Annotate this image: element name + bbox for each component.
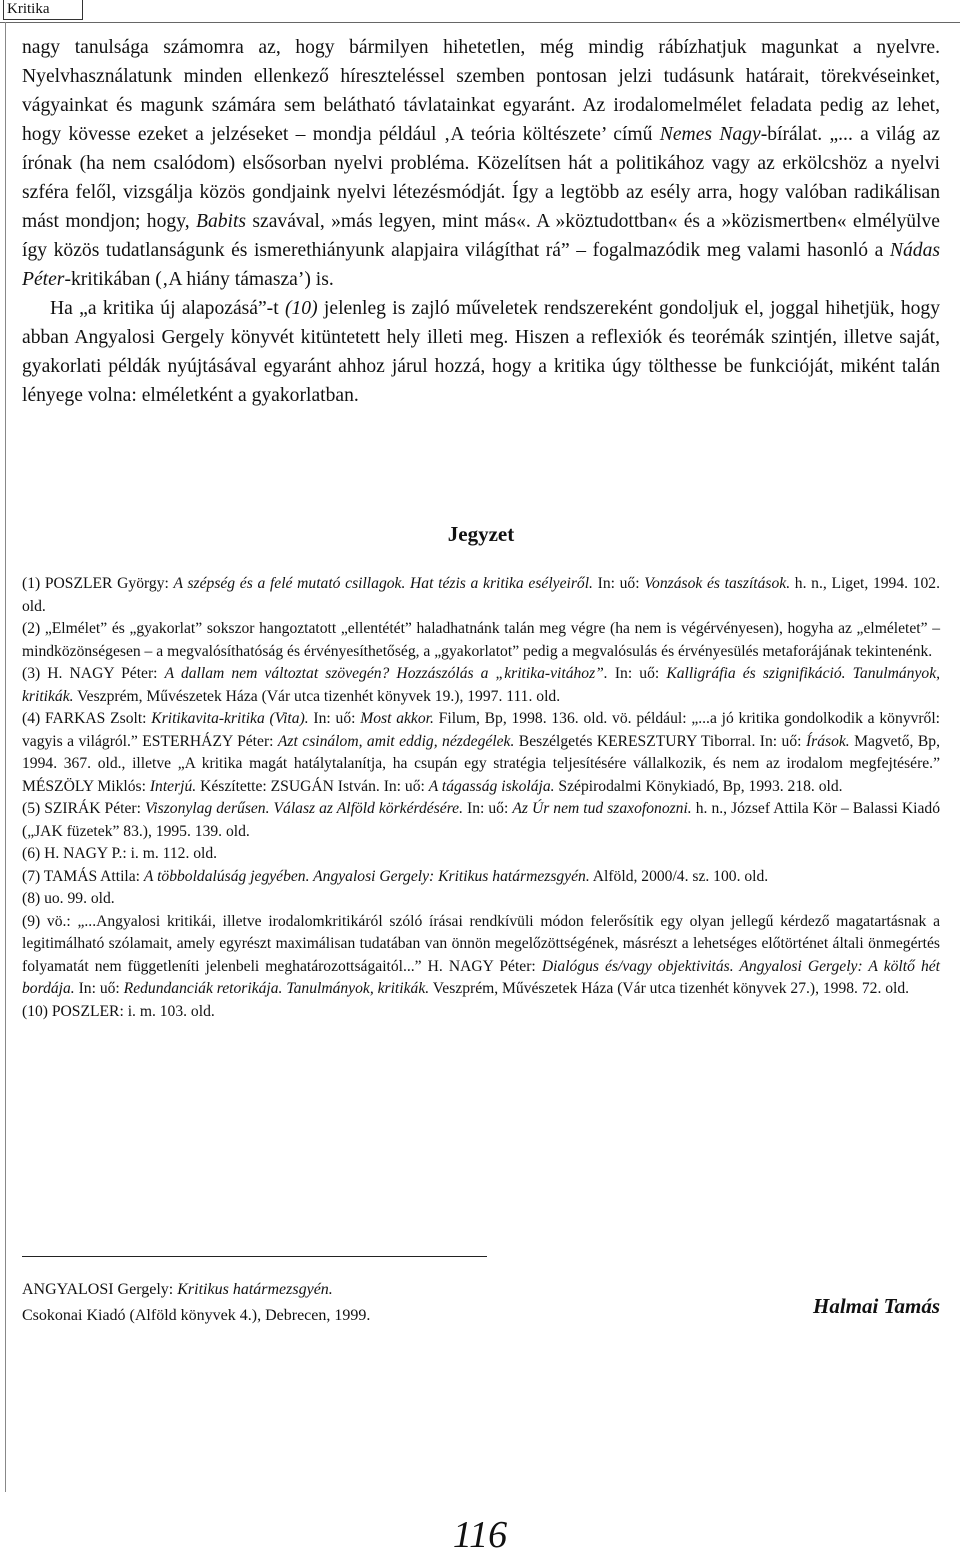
text-run: (10) POSZLER: i. m. 103. old. (22, 1002, 215, 1020)
book-info (22, 1277, 722, 1329)
section-label-text: Kritika (7, 1, 50, 17)
text-run: h. n., József Attila Kör – Balassi Kiadó („JAK füzetek” 83.), 1995. 139. old. (22, 800, 940, 840)
italic-run: (10) (284, 298, 318, 319)
italic-run: Redundanciák retorikája. Tanulmányok, kritikák. (123, 980, 430, 997)
section-label (3, 0, 83, 20)
italic-run: Dialógus és/vagy objektivitás. Angyalosi Gergely: A költő hét bordája. (22, 957, 940, 997)
italic-run: A szépség és a felé mutató csillagok. Hat tézis a kritika esélyeiről. (173, 575, 593, 592)
italic-run: Babits (195, 211, 247, 232)
italic-run: Nádas Péter (22, 240, 940, 290)
text-run: (7) TAMÁS Attila: (22, 867, 144, 885)
italic-run: Az Úr nem tud szaxofonozni. (512, 800, 692, 817)
italic-run: Nemes Nagy (659, 124, 761, 145)
italic-run: Kalligráfia és szignifikáció. Tanulmányok, kritikák. (22, 665, 941, 705)
note-5 (22, 798, 940, 843)
top-rule (0, 22, 960, 23)
italic-run: Vonzások és taszítások. (644, 575, 791, 592)
text-run: ANGYALOSI Gergely: (22, 1281, 178, 1298)
text-run: (4) FARKAS Zsolt: (22, 710, 152, 727)
book-info-rule (22, 1256, 487, 1257)
review-author: Halmai Tamás (813, 1294, 940, 1318)
text-run: (6) H. NAGY P.: i. m. 112. old. (22, 845, 218, 862)
text-run: Szépirodalmi Könykiadó, Bp, 1993. 218. old. (554, 777, 843, 795)
italic-run: Azt csinálom, amit eddig, nézdegélek. (277, 732, 515, 750)
text-run: Magvető, Bp, 1994. 367. old., illetve „A kritika magát hatálytalanítja, ha csupán egy stratégia teljesítésére vállalkozik, és nem az irodalom megfejtésére.” MÉSZÖLY Miklós: (22, 732, 940, 795)
italic-run: Viszonylag derűsen. Válasz az Alföld körkérdésére. (144, 800, 464, 817)
text-run: In: uő: (308, 710, 361, 727)
italic-run: A tágasság iskolája. (428, 777, 555, 795)
note-3 (22, 663, 940, 708)
note-7 (22, 866, 940, 889)
text-run: jelenleg is zajló műveletek rendszereként gondoljuk el, joggal hihetjük, hogy abban Angyalosi Gergely könyvét kitüntetett hely illeti meg. Hiszen a reflexiók és teorémák szintjén, illetve saját, gyakorlati példák nyújtásával egyaránt ahhoz járul hozzá, hogy a kritika úgy tölthesse be funkcióját, miként talán lényege volna: elméletként a gyakorlatban. (22, 298, 941, 406)
text-run: Alföld, 2000/4. sz. 100. old. (589, 867, 769, 885)
note-4 (22, 708, 940, 798)
note-6 (22, 843, 940, 866)
text-run: Veszprém, Művészetek Háza (Vár utca tizenhét könyvek 27.), 1998. 72. old. (429, 980, 910, 997)
book-author-title (22, 1277, 722, 1303)
italic-run: A dallam nem változtat szövegén? Hozzászólás a „kritika-vitához”. (164, 665, 608, 682)
italic-run: Kritikus határmezsgyén. (177, 1281, 333, 1298)
left-margin-rule (5, 22, 6, 1492)
notes-heading: Jegyzet (447, 522, 515, 546)
text-run: In: uő: (463, 800, 513, 817)
text-run: Ha „a kritika új alapozásá”-t (50, 298, 285, 319)
text-run: In: uő: (592, 575, 645, 592)
paragraph-1 (22, 33, 940, 294)
note-1 (22, 573, 940, 618)
text-run: (3) H. NAGY Péter: (22, 665, 165, 682)
note-9 (22, 911, 940, 1001)
italic-run: Kritikavita-kritika (Vita). (151, 710, 309, 727)
note-10 (22, 1001, 940, 1024)
note-8 (22, 888, 940, 911)
book-publisher: Csokonai Kiadó (Alföld könyvek 4.), Debrecen, 1999. (22, 1307, 371, 1324)
italic-run: Írások. (805, 732, 850, 750)
text-run: In: uő: (74, 980, 124, 997)
text-run: Beszélgetés KERESZTURY Tiborral. In: uő: (514, 732, 806, 750)
text-run: (9) vö.: „...Angyalosi kritikái, illetve irodalomkritikáról szóló írásai rendkívüli módon felerősítik egy olyan jellegű kérdező magatartásnak a legitimálható szólamait, amely egyrészt maximálisan tudatában van önnön megelőzöttségének, másrészt a lehetséges előtörténet általi önmegértés folyamatát nem függetleníti jelenbeli meghatározottságaitól...” H. NAGY Péter: (22, 912, 940, 975)
text-run: (5) SZIRÁK Péter: (22, 800, 145, 817)
text-run: In: uő: (607, 665, 667, 682)
text-run: nagy tanulsága számomra az, hogy bármilyen hihetetlen, még mindig rábízhatjuk magunkat a nyelvre. Nyelvhasználatunk minden ellenkező híreszteléssel szemben pontosan jelzi tudásunk határait, törekvéseinket, vágyainkat és magunk számára sem belátható távlatainkat egyaránt. Az irodalomelmélet feladata pedig az lehet, hogy kövesse ezeket a jelzéseket – mondja például ‚A teória költészete’ című (22, 37, 940, 145)
italic-run: Most akkor. (360, 710, 434, 727)
text-run: (2) „Elmélet” és „gyakorlat” sokszor hangoztatott „ellentétét” haladhatnánk talán meg végre (ha nem is végérvényesen), hogyha az „elméletet” – mindközönségesen – a megvalósíthatóság és érvényesíthetőség, a „gyakorlatot” pedig a megvalósulás és érvényesülés metaforájának tekintenénk. (22, 620, 940, 660)
text-run: Veszprém, Művészetek Háza (Vár utca tizenhét könyvek 19.), 1997. 111. old. (73, 687, 561, 705)
paragraph-2 (22, 294, 940, 410)
text-run: (8) uo. 99. old. (22, 890, 115, 907)
main-text (22, 33, 940, 410)
note-2 (22, 618, 940, 663)
text-run: Készítette: ZSUGÁN István. In: uő: (196, 777, 429, 795)
text-run: -kritikában (‚A hiány támasza’) is. (64, 269, 334, 290)
text-run: (1) POSZLER György: (22, 575, 174, 592)
page-number: 116 (452, 1514, 508, 1556)
text-run: szavával, »más legyen, mint más«. A »köztudottban« és a »közismertben« elmélyülve így közös tudatlanságunk és ismerethiányunk alapjaira világíthat rá” – fogalmazódik meg valami hasonló a (22, 211, 940, 261)
text-run: Filum, Bp, 1998. 136. old. vö. például: „...a jó kritika gondolkodik a könyvről: vagyis a világról.” ESTERHÁZY Péter: (22, 710, 940, 750)
italic-run: Interjú. (149, 777, 197, 795)
text-run: h. n., Liget, 1994. 102. old. (22, 575, 941, 615)
italic-run: A többoldalúság jegyében. Angyalosi Gergely: Kritikus határmezsgyén. (143, 867, 590, 885)
text-run: -bírálat. „... a világ az írónak (ha nem csalódom) elsősorban nyelvi probléma. Közelítsen hát a politikához vagy az erkölcshöz a nyelvi szféra felől, vizsgálja közös gondjaink nyelvi létezésmódját. Így a legtöbb az esély arra, hogy valóban radikálisan mást mondjon; hogy, (22, 124, 941, 232)
notes-list (22, 573, 940, 1023)
